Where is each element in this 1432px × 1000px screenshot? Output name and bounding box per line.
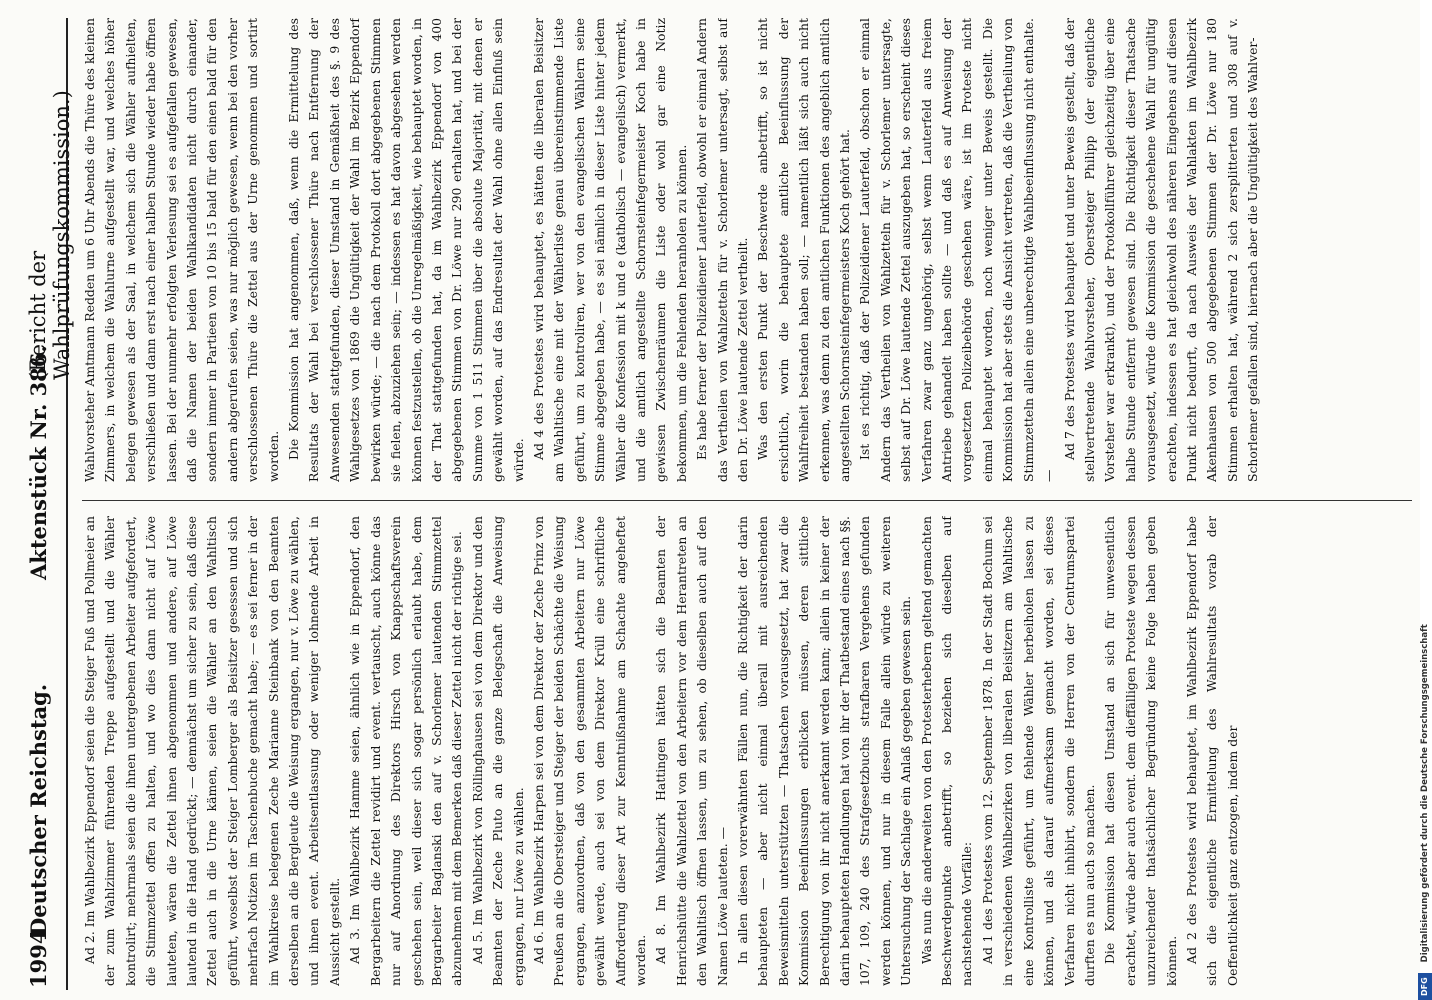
paragraph: Ad 5. Im Wahlbezirk von Röllinghausen sei von dem Direktor und den Beamten der Zeche Pluto an die ganze Belegschaft die Anweisung ergangen, nur Löwe zu wählen. (469, 516, 526, 986)
credit-text: Digitalisierung gefördert durch die Deutsche Forschungsgemeinschaft (1420, 624, 1430, 963)
paragraph: Was den ersten Punkt der Beschwerde anbetrifft, so ist nicht ersichtlich, worin die behauptete amtliche Beeinflussung der Wahlfreiheit bestanden haben soll; — namentlich läßt sich auch nicht erkennen, was denn zu den amtlichen Funktionen des angeblich amtlich angestellten Schornsteinfegermeisters Koch gehört hat. (755, 18, 853, 482)
paragraph: Was nun die anderweiten von den Protesterhebern geltend gemachten Beschwerdepunkte anbetrifft, so beziehen sich dieselben auf nachstehende Vorfälle: (918, 516, 975, 986)
paragraph: Ad 7 des Protestes wird behauptet und unter Beweis gestellt, daß der stellvertretende Wahlvorsteher, Obersteiger Philipp (der eigentliche Vorsteher war erkrankt), und der Protokollführer gleichzeitig über eine halbe Stunde entfernt gewesen sind. Die Richtigkeit dieser Thatsache vorausgesetzt, würde die Kommission die geschehene Wahl für ungültig erachten, indessen es hat gleichwohl des näheren Eingehens auf diesen Punkt nicht bedurft, da nach Ausweis der Wahlakten im Wahlbezirk Akenhausen von 500 abgegebenen Stimmen der Dr. Löwe nur 180 Stimmen erhalten hat, während 2 sich zersplitterten und 308 auf v. Schorlemer gefallen sind, hiernach aber die Ungültigkeit des Wahlver- (1061, 18, 1261, 482)
paragraph: Ad 2. Im Wahlbezirk Eppendorf seien die Steiger Fuß und Pollmeier an der zum Wahlzimmer führenden Treppe aufgestellt und die Wähler kontrolirt; mehrmals seien die ihnen untergebenen Arbeiter aufgefordert, die Stimmzettel offen zu halten, und wo dies dann nicht auf Löwe lauteten, wären die Zettel ihnen abgenommen und andere, auf Löwe lautend in die Hand gedrückt; — demnächst um sicher zu sein, daß diese Zettel auch in die Urne kämen, seien die Wähler an den Wahltisch geführt, woselbst der Steiger Lomberger als Beisitzer gesessen und sich mehrfach Notizen im Taschenbuche gemacht habe; — es sei ferner in der im Wahlkreise belegenen Zeche Marianne Steinbank von den Beamten derselben an die Bergleute die Weisung ergangen, nur v. Löwe zu wählen, und ihnen event. Arbeitsentlassung oder weniger lohnende Arbeit in Aussicht gestellt. (82, 516, 342, 986)
column-divider (82, 500, 1412, 501)
paragraph: Die Kommission hat angenommen, daß, wenn die Ermittelung des Resultats der Wahl bei verschlossener Thüre nach Entfernung der Anwesenden stattgefunden, dieser Umstand in Gemäßheit des §. 9 des Wahlgesetzes von 1869 die Ungültigkeit der Wahl im Bezirk Eppendorf bewirken würde; — die nach dem Protokoll dort abgegebenen Stimmen sie fielen, abzuziehen sein; — indessen es hat davon abgesehen werden können festzustellen, ob die Unregelmäßigkeit, wie behauptet worden, in der That stattgefunden hat, da im Wahlbezirk Eppendorf von 400 abgegebenen Stimmen von Dr. Löwe nur 290 erhalten hat, und bei der Summe von 1 511 Stimmen über die absolute Majorität, mit denen er gewählt worden, auf das Endresultat der Wahl ohne allen Einfluß sein würde. (286, 18, 526, 482)
text-column-left (80, 516, 1418, 986)
text-column-right (80, 18, 1418, 482)
paragraph: Ad 4 des Protestes wird behauptet, es hätten die liberalen Beisitzer am Wahltische eine mit der Wählerliste genau übereinstimmende Liste geführt, um zu kontroliren, wer von den evangelischen Wählern seine Stimme abgegeben habe, — es sei nämlich in dieser Liste hinter jedem Wähler die Konfession mit k und e (katholisch — evangelisch) vermerkt, und die amtlich angestellte Schornsteinfegermeister Koch habe in gewissen Zwischenräumen die Liste oder wohl gar eine Notiz bekommen, um die Fehlenden heranholen zu können. (530, 18, 689, 482)
digitization-credit-strip (1418, 330, 1432, 1000)
paragraph: Ad 1 des Protestes vom 12. September 1878. In der Stadt Bochum sei in verschiedenen Wahlbezirken von liberalen Beisitzern am Wahltische eine Kontrolliste geführt, um fehlende Wähler herbeiholen lassen zu können, und als darauf aufmerksam gemacht worden, sei dieses Verfahren nicht inhibirt, sondern die Herren von der Centrumspartei durften es nun auch so machen. (979, 516, 1097, 986)
paragraph: Wahlvorsteher Amtmann Redden um 6 Uhr Abends die Thüre des kleinen Zimmers, in welchem die Wahlurne aufgestellt war, und welches höher belegen gewesen als der Saal, in welchem sich die Wähler aufhielten, verschließen und dann erst nach einer halben Stunde wieder habe öffnen lassen. Bei der nunmehr erfolgten Verlesung sei es aufgefallen gewesen, daß die Namen der beiden Wahlkandidaten nicht durch einander, sondern immer in Partieen von 10 bis 15 bald für den einen bald für den andern abgerufen seien, was nur möglich gewesen, wenn bei den vorher verschlossenen Thüre die Zettel aus der Urne genommen und sortirt worden. (82, 18, 281, 482)
document-reference: Aktenstück Nr. 386. (26, 345, 51, 580)
page-number: 1994 (26, 929, 51, 988)
page-title: Deutscher Reichstag. (26, 683, 51, 936)
dfg-logo: DFG (1418, 973, 1432, 1000)
page-subtitle: (Bericht der Wahlprüfungskommission.) (26, 90, 74, 380)
digitization-credit (1418, 330, 1432, 1000)
paragraph: Ad 3. Im Wahlbezirk Hamme seien, ähnlich wie in Eppendorf, den Bergarbeitern die Zettel revidirt und event. vertauscht, auch könne das nur auf Anordnung des Direktors Hirsch von Knappschaftsverein geschehen sein, weil dieser sich sogar persönlich erlaubt habe, dem Bergarbeiter Baglanski den auf v. Schorlemer lautenden Stimmzettel abzunehmen mit dem Bemerken daß dieser Zettel nicht der richtige sei. (347, 516, 465, 986)
paragraph: Ad 8. Im Wahlbezirk Hattingen hätten sich die Beamten der Henrichshütte die Wahlzettel von den Arbeitern vor dem Herantreten an den Wahltisch öffnen lassen, um zu sehen, ob dieselben auch auf den Namen Löwe lauteten. — (653, 516, 730, 986)
paragraph: Ist es richtig, daß der Polizeidiener Lauterfeld, obschon er einmal Andern das Vertheilen von Wahlzetteln für v. Schorlemer untersagte, selbst auf Dr. Löwe lautende Zettel auszugeben hat, so erscheint dieses Verfahren zwar ganz ungehörig, selbst wenn Lauterfeld aus freiem Antriebe gehandelt haben sollte — und daß es auf Anweisung der vorgesetzten Polizeibehörde geschehen wäre, ist im Proteste nicht einmal behauptet worden, noch weniger unter Beweis gestellt. Die Kommission hat aber stets die Ansicht vertreten, daß die Vertheilung von Stimmzetteln allein eine unberechtigte Wahlbeeinflussung nicht enthalte. — (857, 18, 1057, 482)
paragraph: Ad 2 des Protestes wird behauptet, im Wahlbezirk Eppendorf habe sich die eigentliche Ermittelung des Wahlresultats vorab der Oeffentlichkeit ganz entzogen, indem der (1183, 516, 1240, 986)
paragraph: Ad 6. Im Wahlbezirk Harpen sei von dem Direktor der Zeche Prinz von Preußen an die Obersteiger und Steiger der beiden Schächte die Weisung ergangen, anzuordnen, daß von den gesammten Arbeitern nur Löwe gewählt werde, auch sei von dem Direktor Krüll eine schriftliche Aufforderung dieser Art zur Kenntnißnahme am Schachte angeheftet worden. (530, 516, 648, 986)
paragraph: Es habe ferner der Polizeidiener Lauterfeld, obwohl er einmal Andern das Vertheilen von Wahlzetteln für v. Schorlemer untersagt, selbst auf den Dr. Löwe lautende Zettel vertheilt. (694, 18, 750, 482)
paragraph: Die Kommission hat diesen Umstand an sich für unwesentlich erachtet, würde aber auch event. dem dieffälligen Proteste wegen dessen unzureichender thatsächlicher Begründung keine Folge haben geben können. (1102, 516, 1179, 986)
paragraph: In allen diesen vorerwähnten Fällen nun, die Richtigkeit der darin behaupteten — aber nicht einmal überall mit ausreichenden Beweismitteln unterstützten — Thatsachen vorausgesetzt, hat zwar die Kommission Beeinflussungen erblicken müssen, deren sittliche Berechtigung von ihr nicht anerkannt werden kann; allein in keiner der darin behaupteten Handlungen hat von ihr der Thatbestand eines nach §§. 107, 109, 240 des Strafgesetzbuchs strafbaren Vergehens gefunden werden können, und nur in diesem Falle allein würde zu weiteren Untersuchung der Sachlage ein Anlaß gegeben gewesen sein. (735, 516, 914, 986)
page-header (14, 18, 74, 990)
